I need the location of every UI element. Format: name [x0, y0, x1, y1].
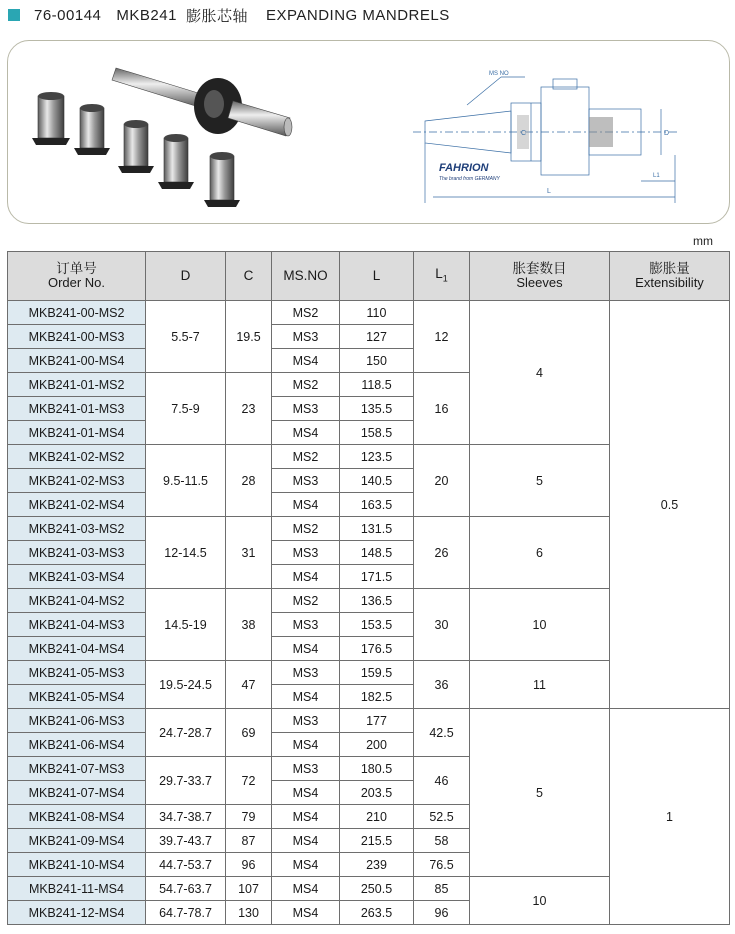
d-cell: 19.5-24.5 [146, 661, 226, 709]
d-cell: 9.5-11.5 [146, 445, 226, 517]
product-photo [28, 46, 308, 226]
sleeves-cell: 4 [470, 301, 610, 445]
sleeves-cell: 10 [470, 877, 610, 925]
ms-cell: MS3 [272, 613, 340, 637]
order-no-cell: MKB241-05-MS4 [8, 685, 146, 709]
ms-cell: MS2 [272, 445, 340, 469]
order-no-cell: MKB241-02-MS3 [8, 469, 146, 493]
ms-cell: MS4 [272, 853, 340, 877]
l-cell: 110 [340, 301, 414, 325]
c-cell: 69 [226, 709, 272, 757]
sleeves-cell: 10 [470, 589, 610, 661]
order-no-cell: MKB241-04-MS4 [8, 637, 146, 661]
ms-cell: MS4 [272, 829, 340, 853]
page-header [8, 6, 450, 24]
d-cell: 29.7-33.7 [146, 757, 226, 805]
l-cell: 140.5 [340, 469, 414, 493]
ms-cell: MS4 [272, 349, 340, 373]
order-no-cell: MKB241-10-MS4 [8, 853, 146, 877]
l1-cell: 46 [414, 757, 470, 805]
label-d: D [664, 130, 670, 137]
col-ms: MS.NO [272, 252, 340, 301]
c-cell: 31 [226, 517, 272, 589]
l-cell: 123.5 [340, 445, 414, 469]
spec-table [7, 251, 730, 925]
mandrel-shaft [228, 101, 290, 136]
ms-cell: MS4 [272, 733, 340, 757]
ms-cell: MS4 [272, 781, 340, 805]
l1-cell: 26 [414, 517, 470, 589]
l-cell: 180.5 [340, 757, 414, 781]
extensibility-cell: 0.5 [610, 301, 730, 709]
d-cell: 24.7-28.7 [146, 709, 226, 757]
ms-cell: MS2 [272, 517, 340, 541]
header-title-en: EXPANDING MANDRELS [265, 6, 450, 24]
c-cell: 87 [226, 829, 272, 853]
l-cell: 171.5 [340, 565, 414, 589]
order-no-cell: MKB241-01-MS2 [8, 373, 146, 397]
c-cell: 47 [226, 661, 272, 709]
c-cell: 130 [226, 901, 272, 925]
d-cell: 5.5-7 [146, 301, 226, 373]
ms-cell: MS4 [272, 877, 340, 901]
ms-cell: MS4 [272, 493, 340, 517]
ms-cell: MS3 [272, 757, 340, 781]
ms-cell: MS3 [272, 709, 340, 733]
order-no-cell: MKB241-11-MS4 [8, 877, 146, 901]
sleeve-5 [204, 152, 240, 207]
order-no-cell: MKB241-03-MS3 [8, 541, 146, 565]
l-cell: 176.5 [340, 637, 414, 661]
sleeve-4 [158, 134, 194, 189]
sleeves-cell: 5 [470, 445, 610, 517]
c-cell: 107 [226, 877, 272, 901]
l-cell: 250.5 [340, 877, 414, 901]
l-cell: 158.5 [340, 421, 414, 445]
ms-cell: MS4 [272, 901, 340, 925]
d-cell: 7.5-9 [146, 373, 226, 445]
l-cell: 118.5 [340, 373, 414, 397]
order-no-cell: MKB241-07-MS4 [8, 781, 146, 805]
brand-tagline: The brand from GERMANY [439, 176, 500, 182]
col-extensibility: 膨胀量 Extensibility [610, 252, 730, 301]
order-no-cell: MKB241-00-MS4 [8, 349, 146, 373]
col-d: D [146, 252, 226, 301]
l-cell: 148.5 [340, 541, 414, 565]
d-cell: 39.7-43.7 [146, 829, 226, 853]
d-cell: 34.7-38.7 [146, 805, 226, 829]
c-cell: 38 [226, 589, 272, 661]
l1-cell: 16 [414, 373, 470, 445]
l1-cell: 96 [414, 901, 470, 925]
l1-cell: 52.5 [414, 805, 470, 829]
label-l1: L1 [653, 173, 660, 179]
sleeves-cell: 11 [470, 661, 610, 709]
col-c: C [226, 252, 272, 301]
l-cell: 215.5 [340, 829, 414, 853]
l1-cell: 12 [414, 301, 470, 373]
header-title-cn: 膨胀芯轴 [185, 7, 248, 25]
table-row [8, 301, 730, 325]
ms-cell: MS3 [272, 469, 340, 493]
d-cell: 12-14.5 [146, 517, 226, 589]
l-cell: 203.5 [340, 781, 414, 805]
l-cell: 210 [340, 805, 414, 829]
l1-cell: 85 [414, 877, 470, 901]
c-cell: 79 [226, 805, 272, 829]
d-cell: 54.7-63.7 [146, 877, 226, 901]
l-cell: 150 [340, 349, 414, 373]
col-l1: $L_1$ [414, 252, 470, 301]
ms-cell: MS3 [272, 397, 340, 421]
label-l: L [547, 188, 551, 195]
l-cell: 136.5 [340, 589, 414, 613]
order-no-cell: MKB241-03-MS4 [8, 565, 146, 589]
l-cell: 177 [340, 709, 414, 733]
extensibility-cell: 1 [610, 709, 730, 925]
table-row [8, 709, 730, 733]
d-cell: 14.5-19 [146, 589, 226, 661]
header-model: MKB241 [116, 6, 177, 24]
col-sleeves: 胀套数目 Sleeves [470, 252, 610, 301]
ms-cell: MS4 [272, 421, 340, 445]
d-cell: 44.7-53.7 [146, 853, 226, 877]
header-square-icon [8, 9, 20, 21]
unit-label: mm [693, 234, 713, 248]
l1-cell: 76.5 [414, 853, 470, 877]
sleeve-1 [32, 92, 70, 145]
l-cell: 153.5 [340, 613, 414, 637]
technical-drawing [413, 47, 693, 217]
l-cell: 200 [340, 733, 414, 757]
l-cell: 131.5 [340, 517, 414, 541]
header-code: 76-00144 [34, 6, 102, 24]
order-no-cell: MKB241-00-MS2 [8, 301, 146, 325]
ms-cell: MS4 [272, 685, 340, 709]
ms-cell: MS2 [272, 373, 340, 397]
ms-cell: MS4 [272, 565, 340, 589]
col-l: L [340, 252, 414, 301]
order-no-cell: MKB241-09-MS4 [8, 829, 146, 853]
order-no-cell: MKB241-03-MS2 [8, 517, 146, 541]
sleeve-2 [74, 104, 110, 155]
l1-cell: 36 [414, 661, 470, 709]
order-no-cell: MKB241-04-MS3 [8, 613, 146, 637]
ms-cell: MS3 [272, 325, 340, 349]
label-ms-no: MS NO [489, 71, 509, 77]
order-no-cell: MKB241-02-MS2 [8, 445, 146, 469]
l-cell: 263.5 [340, 901, 414, 925]
product-image-panel [7, 40, 730, 224]
c-cell: 19.5 [226, 301, 272, 373]
l-cell: 135.5 [340, 397, 414, 421]
sleeves-cell: 6 [470, 517, 610, 589]
l-cell: 163.5 [340, 493, 414, 517]
ms-cell: MS3 [272, 661, 340, 685]
ms-cell: MS2 [272, 301, 340, 325]
l-cell: 239 [340, 853, 414, 877]
order-no-cell: MKB241-01-MS4 [8, 421, 146, 445]
l-cell: 159.5 [340, 661, 414, 685]
d-cell: 64.7-78.7 [146, 901, 226, 925]
ms-cell: MS3 [272, 541, 340, 565]
sleeve-3 [118, 120, 154, 173]
order-no-cell: MKB241-02-MS4 [8, 493, 146, 517]
order-no-cell: MKB241-01-MS3 [8, 397, 146, 421]
col-order: 订单号 Order No. [8, 252, 146, 301]
l1-cell: 30 [414, 589, 470, 661]
c-cell: 96 [226, 853, 272, 877]
l1-cell: 42.5 [414, 709, 470, 757]
brand-logo: FAHRION [439, 162, 489, 174]
order-no-cell: MKB241-00-MS3 [8, 325, 146, 349]
order-no-cell: MKB241-12-MS4 [8, 901, 146, 925]
l-cell: 127 [340, 325, 414, 349]
order-no-cell: MKB241-06-MS4 [8, 733, 146, 757]
c-cell: 28 [226, 445, 272, 517]
order-no-cell: MKB241-08-MS4 [8, 805, 146, 829]
c-cell: 23 [226, 373, 272, 445]
label-c: C [521, 130, 527, 137]
ms-cell: MS4 [272, 637, 340, 661]
l1-cell: 58 [414, 829, 470, 853]
order-no-cell: MKB241-07-MS3 [8, 757, 146, 781]
ms-cell: MS4 [272, 805, 340, 829]
mandrel-taper [112, 68, 208, 108]
ms-cell: MS2 [272, 589, 340, 613]
order-no-cell: MKB241-04-MS2 [8, 589, 146, 613]
order-no-cell: MKB241-06-MS3 [8, 709, 146, 733]
sleeves-cell: 5 [470, 709, 610, 877]
spec-table-body [8, 301, 730, 925]
c-cell: 72 [226, 757, 272, 805]
l1-cell: 20 [414, 445, 470, 517]
l-cell: 182.5 [340, 685, 414, 709]
order-no-cell: MKB241-05-MS3 [8, 661, 146, 685]
